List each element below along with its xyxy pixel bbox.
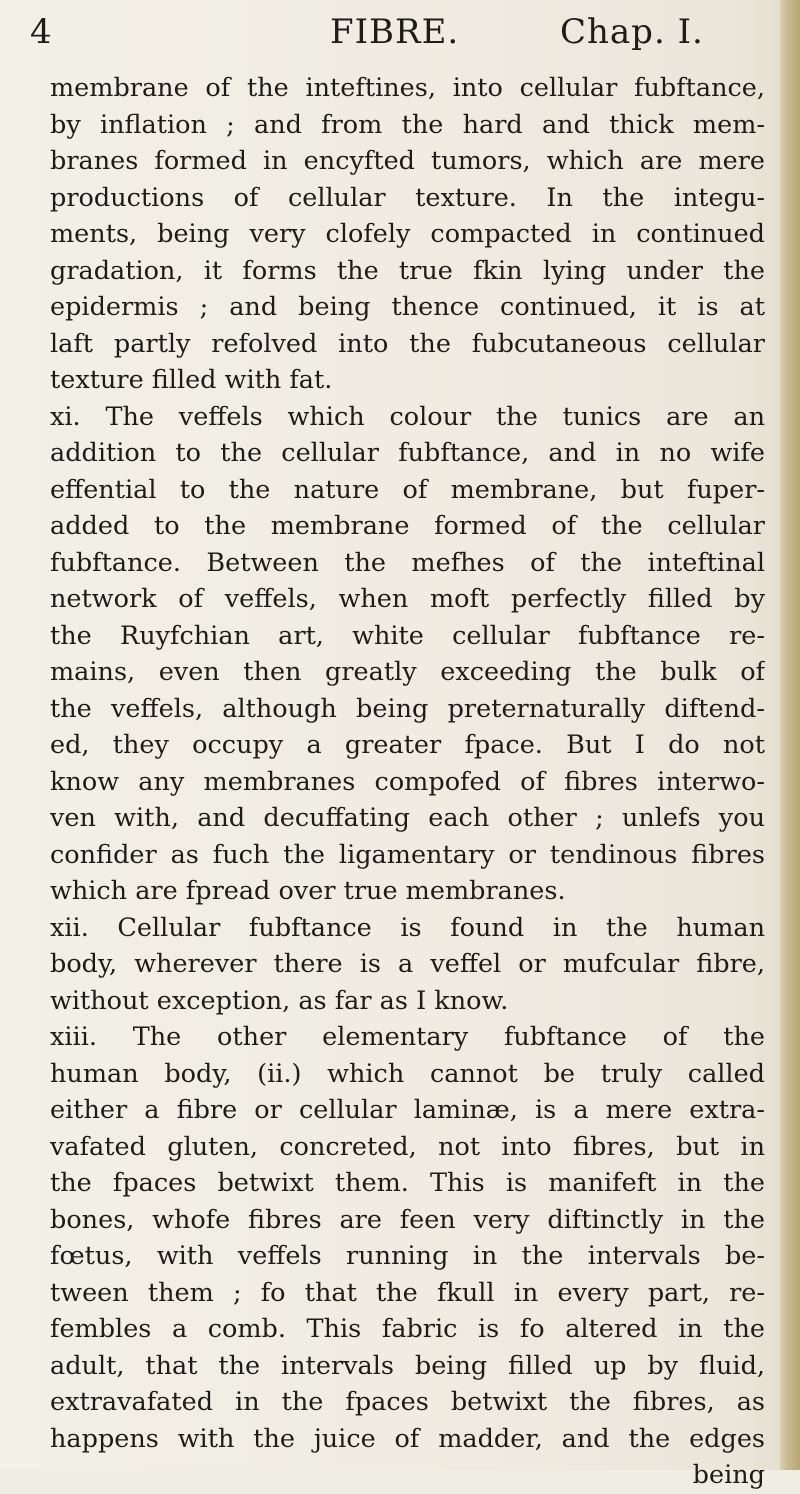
text-line: effential to the nature of membrane, but fuper- — [50, 474, 765, 505]
text-line: human body, (ii.) which cannot be truly called — [50, 1058, 765, 1089]
text-line: addition to the cellular fubftance, and in no wife — [50, 438, 765, 468]
text-line: added to the membrane formed of the cellular — [50, 511, 765, 541]
body-text — [50, 70, 765, 1494]
text-line: happens with the juice of madder, and the edges — [50, 1423, 765, 1454]
text-line: ments, being very clofely compacted in continued — [50, 219, 765, 249]
text-line: fubftance. Between the mefhes of the inteftinal — [50, 547, 765, 578]
running-title: FIBRE. — [330, 12, 460, 52]
text-line: xi. The veffels which colour the tunics are an — [50, 401, 765, 432]
text-line: xiii. The other elementary fubftance of the — [50, 1022, 765, 1052]
running-header — [0, 4, 800, 64]
text-line: by inflation ; and from the hard and thick mem- — [50, 109, 765, 140]
text-line: extravafated in the fpaces betwixt the fibres, as — [50, 1387, 765, 1417]
text-line: the Ruyfchian art, white cellular fubftance re- — [50, 620, 765, 651]
text-line: fembles a comb. This fabric is fo altered in the — [50, 1314, 765, 1344]
text-line: the veffels, although being preternaturally diftend- — [50, 693, 765, 724]
text-line: bones, whofe fibres are feen very diftinctly in the — [50, 1204, 765, 1235]
text-line: fœtus, with veffels running in the intervals be- — [50, 1241, 765, 1271]
text-line: productions of cellular texture. In the integu- — [50, 182, 765, 213]
text-line: vafated gluten, concreted, not into fibres, but in — [50, 1131, 765, 1162]
text-line: which are fpread over true membranes. — [50, 876, 566, 906]
text-line: membrane of the inteftines, into cellular fubftance, — [50, 73, 765, 103]
page-edge — [780, 0, 800, 1470]
text-line: know any membranes compofed of fibres interwo- — [50, 766, 765, 797]
text-line: confider as fuch the ligamentary or tendinous fibres — [50, 839, 765, 870]
text-line: gradation, it forms the true fkin lying under the — [50, 255, 765, 286]
catchword: being — [692, 1460, 765, 1490]
text-line: network of veffels, when moft perfectly filled by — [50, 584, 765, 614]
page-number: 4 — [30, 12, 53, 52]
text-line: texture filled with fat. — [50, 365, 333, 395]
text-line: xii. Cellular fubftance is found in the human — [50, 912, 765, 943]
text-line: mains, even then greatly exceeding the bulk of — [50, 657, 765, 687]
text-line: adult, that the intervals being filled up by fluid, — [50, 1350, 765, 1381]
text-line: either a fibre or cellular laminæ, is a mere extra- — [50, 1095, 765, 1125]
text-line: epidermis ; and being thence continued, it is at — [50, 292, 765, 322]
text-line: branes formed in encyfted tumors, which are mere — [50, 146, 765, 176]
text-line: ven with, and decuffating each other ; unlefs you — [50, 803, 765, 833]
text-line: laft partly refolved into the fubcutaneous cellular — [50, 328, 765, 359]
text-line: the fpaces betwixt them. This is manifeft in the — [50, 1168, 765, 1198]
text-line: without exception, as far as I know. — [50, 985, 509, 1016]
text-line: body, wherever there is a veffel or mufcular fibre, — [50, 949, 765, 979]
text-line: ed, they occupy a greater fpace. But I do not — [50, 730, 765, 760]
text-line: tween them ; fo that the fkull in every part, re- — [50, 1277, 765, 1308]
chapter-label: Chap. I. — [560, 12, 704, 52]
